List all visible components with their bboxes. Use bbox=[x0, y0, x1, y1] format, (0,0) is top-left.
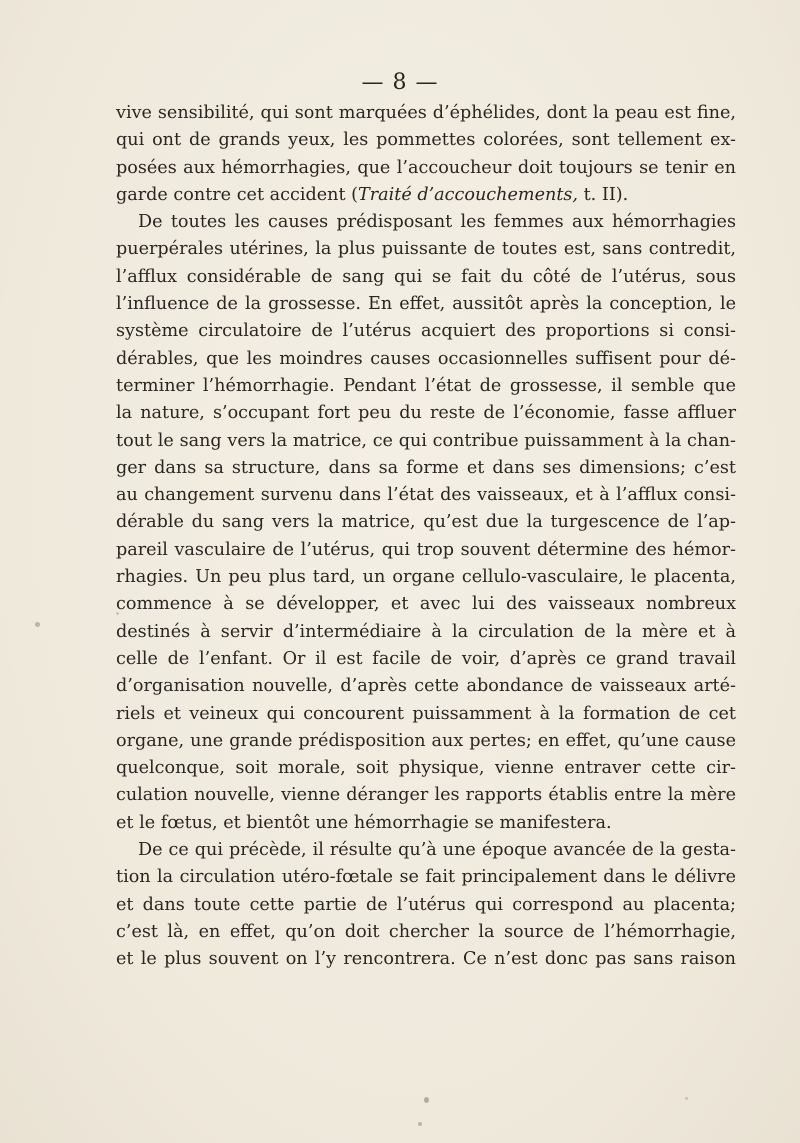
text-line bbox=[116, 782, 736, 809]
text-line bbox=[116, 318, 736, 345]
text-segment: l’afflux considérable de sang qui se fait du côté de l’utérus, sous bbox=[116, 266, 736, 287]
text-line bbox=[116, 673, 736, 700]
text-line bbox=[116, 100, 736, 127]
text-segment: culation nouvelle, vienne déranger les rapports établis entre la mère bbox=[116, 785, 736, 806]
text-segment: dérables, que les moindres causes occasionnelles suffisent pour dé- bbox=[116, 348, 736, 369]
text-line bbox=[116, 428, 736, 455]
paragraph bbox=[116, 100, 736, 209]
text-segment: t. II). bbox=[578, 184, 629, 205]
text-segment: garde contre cet accident ( bbox=[116, 184, 358, 205]
paper-speck bbox=[35, 622, 40, 627]
text-line bbox=[116, 864, 736, 891]
text-line bbox=[116, 837, 736, 864]
text-line bbox=[116, 482, 736, 509]
text-segment: De toutes les causes prédisposant les femmes aux hémorrhagies bbox=[138, 212, 736, 233]
text-line bbox=[116, 646, 736, 673]
text-line bbox=[116, 755, 736, 782]
text-segment: d’organisation nouvelle, d’après cette abondance de vaisseaux arté- bbox=[116, 676, 736, 697]
text-line bbox=[116, 155, 736, 182]
text-line bbox=[116, 701, 736, 728]
text-line bbox=[116, 209, 736, 236]
text-segment: posées aux hémorrhagies, que l’accoucheur doit toujours se tenir en bbox=[116, 157, 736, 178]
text-line bbox=[116, 892, 736, 919]
text-line bbox=[116, 291, 736, 318]
text-line bbox=[116, 264, 736, 291]
text-segment: quelconque, soit morale, soit physique, vienne entraver cette cir- bbox=[116, 758, 736, 779]
text-segment: tion la circulation utéro-fœtale se fait principalement dans le délivre bbox=[116, 867, 736, 888]
text-segment: destinés à servir d’intermédiaire à la circulation de la mère et à bbox=[116, 621, 736, 642]
text-line bbox=[116, 455, 736, 482]
text-segment: vive sensibilité, qui sont marquées d’éphélides, dont la peau est fine, bbox=[116, 103, 736, 123]
paragraph bbox=[116, 209, 736, 837]
text-line bbox=[116, 373, 736, 400]
text-line bbox=[116, 619, 736, 646]
text-segment: système circulatoire de l’utérus acquiert des proportions si consi- bbox=[116, 321, 736, 342]
text-segment: terminer l’hémorrhagie. Pendant l’état de grossesse, il semble que bbox=[116, 375, 736, 396]
text-segment: pareil vasculaire de l’utérus, qui trop souvent détermine des hémor- bbox=[116, 539, 736, 560]
text-segment: organe, une grande prédisposition aux pertes; en effet, qu’une cause bbox=[116, 730, 736, 751]
text-segment: rhagies. Un peu plus tard, un organe cellulo-vasculaire, le placenta, bbox=[116, 567, 736, 588]
text-line bbox=[116, 728, 736, 755]
text-segment: commence à se développer, et avec lui des vaisseaux nombreux bbox=[116, 594, 736, 615]
text-line bbox=[116, 346, 736, 373]
text-line bbox=[116, 946, 736, 973]
paragraph bbox=[116, 837, 736, 973]
text-segment: la nature, s’occupant fort peu du reste de l’économie, fasse affluer bbox=[116, 403, 736, 424]
body-text bbox=[116, 100, 736, 974]
text-segment: celle de l’enfant. Or il est facile de voir, d’après ce grand travail bbox=[116, 648, 736, 669]
paper-speck bbox=[424, 1097, 429, 1103]
text-segment: et dans toute cette partie de l’utérus qui correspond au placenta; bbox=[116, 894, 736, 915]
text-segment: au changement survenu dans l’état des vaisseaux, et à l’afflux consi- bbox=[116, 485, 736, 506]
text-segment: qui ont de grands yeux, les pommettes colorées, sont tellement ex- bbox=[116, 130, 736, 151]
text-segment: riels et veineux qui concourent puissamment à la formation de cet bbox=[116, 703, 736, 724]
text-segment: ger dans sa structure, dans sa forme et dans ses dimensions; c’est bbox=[116, 457, 736, 478]
text-line bbox=[116, 564, 736, 591]
page-number: — 8 — bbox=[361, 70, 439, 95]
text-line bbox=[116, 509, 736, 536]
text-segment: l’influence de la grossesse. En effet, aussitôt après la conception, le bbox=[116, 294, 736, 315]
text-segment: tout le sang vers la matrice, ce qui contribue puissamment à la chan- bbox=[116, 430, 736, 451]
text-segment: dérable du sang vers la matrice, qu’est due la turgescence de l’ap- bbox=[116, 512, 736, 533]
paper-speck bbox=[685, 1097, 688, 1100]
text-line bbox=[116, 537, 736, 564]
text-line bbox=[116, 810, 736, 837]
text-segment: Traité d’accouchements, bbox=[357, 184, 579, 205]
text-segment: c’est là, en effet, qu’on doit chercher la source de l’hémorrhagie, bbox=[116, 921, 736, 942]
text-segment: puerpérales utérines, la plus puissante de toutes est, sans contredit, bbox=[116, 239, 736, 260]
text-segment: et le fœtus, et bientôt une hémorrhagie se manifestera. bbox=[116, 812, 612, 833]
text-line bbox=[116, 591, 736, 618]
paper-speck bbox=[418, 1122, 422, 1126]
text-line bbox=[116, 236, 736, 263]
text-segment: De ce qui précède, il résulte qu’à une époque avancée de la gesta- bbox=[138, 840, 736, 861]
text-segment: et le plus souvent on l’y rencontrera. Ce n’est donc pas sans raison bbox=[116, 949, 736, 970]
text-line bbox=[116, 400, 736, 427]
text-line bbox=[116, 919, 736, 946]
paper-speck bbox=[116, 612, 119, 615]
text-line bbox=[116, 127, 736, 154]
text-line bbox=[116, 182, 736, 209]
